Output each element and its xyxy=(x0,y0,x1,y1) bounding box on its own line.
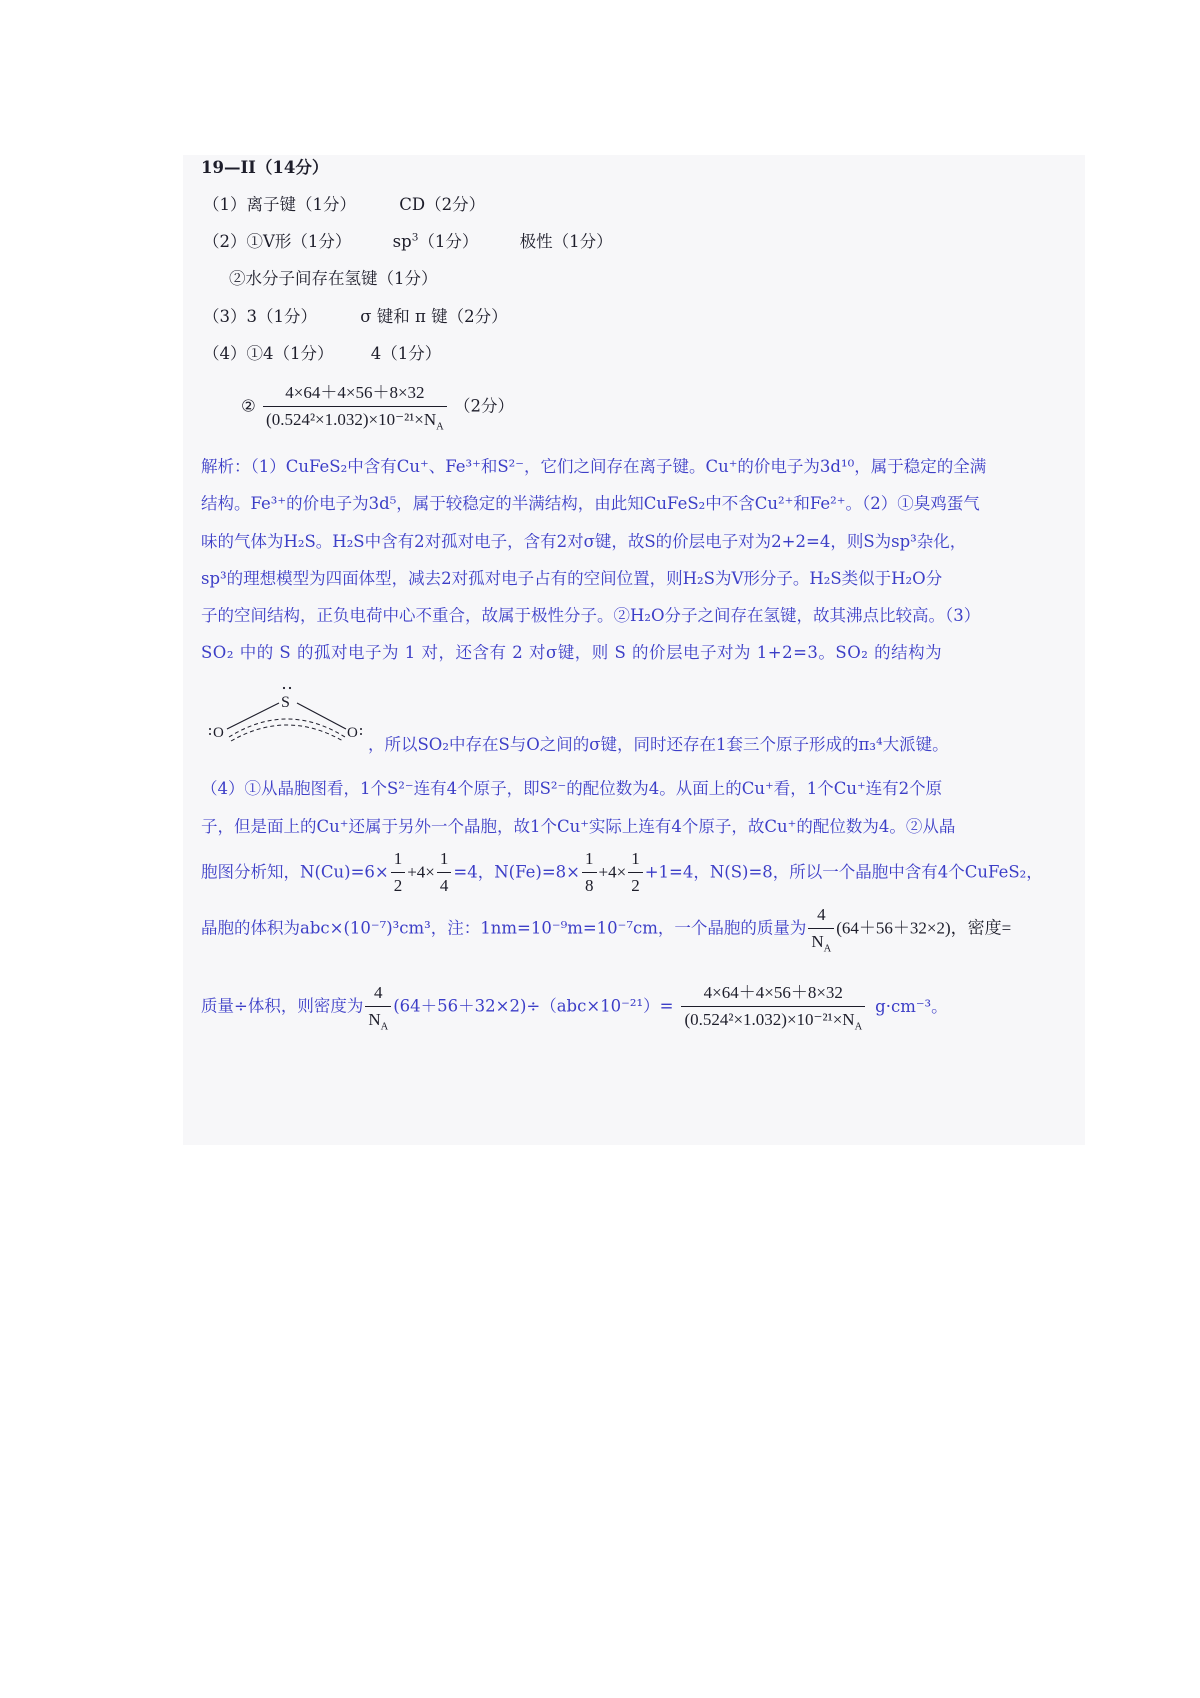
analysis-line-7: ，所以SO₂中存在S与O之间的σ键，同时还存在1套三个原子形成的π₃⁴大派键。 xyxy=(368,735,949,754)
analysis-line-6: SO₂ 中的 S 的孤对电子为 1 对，还含有 2 对σ键，则 S 的价层电子对为 1+2=3。SO₂ 的结构为 xyxy=(201,643,943,662)
fraction-1-2: $\frac{1}{2}$ xyxy=(391,847,406,898)
scanned-page xyxy=(183,155,1085,1145)
analysis-line-8: （4）①从晶胞图看，1个S²⁻连有4个原子，即S²⁻的配位数为4。从面上的Cu⁺看，1个Cu⁺连有2个原 xyxy=(201,779,943,798)
answer-title: 19—II（14分） xyxy=(201,158,329,177)
answer-part-2-sub: ②水分子间存在氢键（1分） xyxy=(229,269,438,288)
answer-1b: CD（2分） xyxy=(399,195,486,214)
fraction-1-2b: $\frac{1}{2}$ xyxy=(628,847,643,898)
answer-2b: $sp^3(1$分） xyxy=(392,231,479,251)
answer-2a: （2）①V形（1分） xyxy=(203,232,352,251)
answer-part-2 xyxy=(203,232,613,252)
density-numerator: 4×64＋4×56＋8×32 xyxy=(263,381,447,407)
so2-o-right-atom: O xyxy=(347,725,358,741)
density-fraction-final: $\frac{4\times 64+4\times 56+8\times 32}{(0.524^2\times 1.032)\times 10^{-21}\times N_A}$ xyxy=(681,981,865,1032)
so2-o-left-atom: O xyxy=(213,725,224,741)
analysis-line-5: 子的空间结构，正负电荷中心不重合，故属于极性分子。②H₂O分子之间存在氢键，故其沸点比较高。（3） xyxy=(201,606,981,625)
answer-3a: （3）3（1分） xyxy=(203,307,317,326)
analysis-line-3: 味的气体为H₂S。H₂S中含有2对孤对电子，含有2对σ键，故S的价层电子对为2+2=4，则S为sp³杂化， xyxy=(201,532,967,551)
analysis-line-12: 质量÷体积，则密度为 $\frac{4}{N_A}$ (64＋56＋32×2)÷（abc×10⁻²¹）= $\frac{4\times 64+4\times 56+8\times 32}{(0.524^2\times 1.032)\times 10^{-21}\times N_A}$ g·cm⁻³。 xyxy=(201,983,948,1033)
answer-1a: （1）离子键（1分） xyxy=(203,195,356,214)
analysis-line-11: 晶胞的体积为abc×(10⁻⁷)³cm³，注：1nm=10⁻⁹m=10⁻⁷cm，一个晶胞的质量为 $\frac{4}{N_A}$ (64＋56＋32×2)，密度= xyxy=(201,905,1012,955)
answer-4c-label: ② xyxy=(241,396,256,416)
answer-4c-score: （2分） xyxy=(454,396,515,416)
fraction-4-na-2: $\frac{4}{N_A}$ xyxy=(365,981,391,1032)
analysis-line-10: 胞图分析知，N(Cu)=6× $\frac{1}{2}$ +4× $\frac{1}{4}$ =4，N(Fe)=8× $\frac{1}{8}$ +4× $\frac{1}{2}$ +1=4，N(S)=8，所以一个晶胞中含有4个CuFeS₂， xyxy=(201,847,1043,898)
so2-structure-diagram xyxy=(205,677,365,749)
analysis-line-2: 结构。Fe³⁺的价电子为3d⁵，属于较稳定的半满结构，由此知CuFeS₂中不含Cu²⁺和Fe²⁺。（2）①臭鸡蛋气 xyxy=(201,494,980,513)
answer-2c: 极性（1分） xyxy=(519,232,613,251)
fraction-4-na: $\frac{4}{N_A}$ xyxy=(808,903,834,954)
answer-part-1 xyxy=(203,195,485,215)
analysis-line-9: 子，但是面上的Cu⁺还属于另外一个晶胞，故1个Cu⁺实际上连有4个原子，故Cu⁺的配位数为4。②从晶 xyxy=(201,817,956,836)
fraction-1-8: $\frac{1}{8}$ xyxy=(582,847,597,898)
density-denominator: $(0.524^2\times 1.032)\times 10^{-21}\times N_A$ xyxy=(266,410,444,433)
analysis-line-1: 解析：（1）CuFeS₂中含有Cu⁺、Fe³⁺和S²⁻，它们之间存在离子键。Cu⁺的价电子为3d¹⁰，属于稳定的全满 xyxy=(201,457,987,476)
answer-part-4 xyxy=(203,344,441,364)
answer-4b: 4（1分） xyxy=(370,344,442,363)
fraction-1-4: $\frac{1}{4}$ xyxy=(437,847,452,898)
answer-3b: σ 键和 π 键（2分） xyxy=(360,307,508,326)
answer-part-4-formula xyxy=(241,381,514,432)
density-fraction xyxy=(263,381,447,432)
answer-4a: （4）①4（1分） xyxy=(203,344,334,363)
analysis-line-4: sp³的理想模型为四面体型，减去2对孤对电子占有的空间位置，则H₂S为V形分子。H₂S类似于H₂O分 xyxy=(201,569,943,588)
so2-s-atom: S xyxy=(281,694,290,711)
answer-part-3 xyxy=(203,307,508,327)
